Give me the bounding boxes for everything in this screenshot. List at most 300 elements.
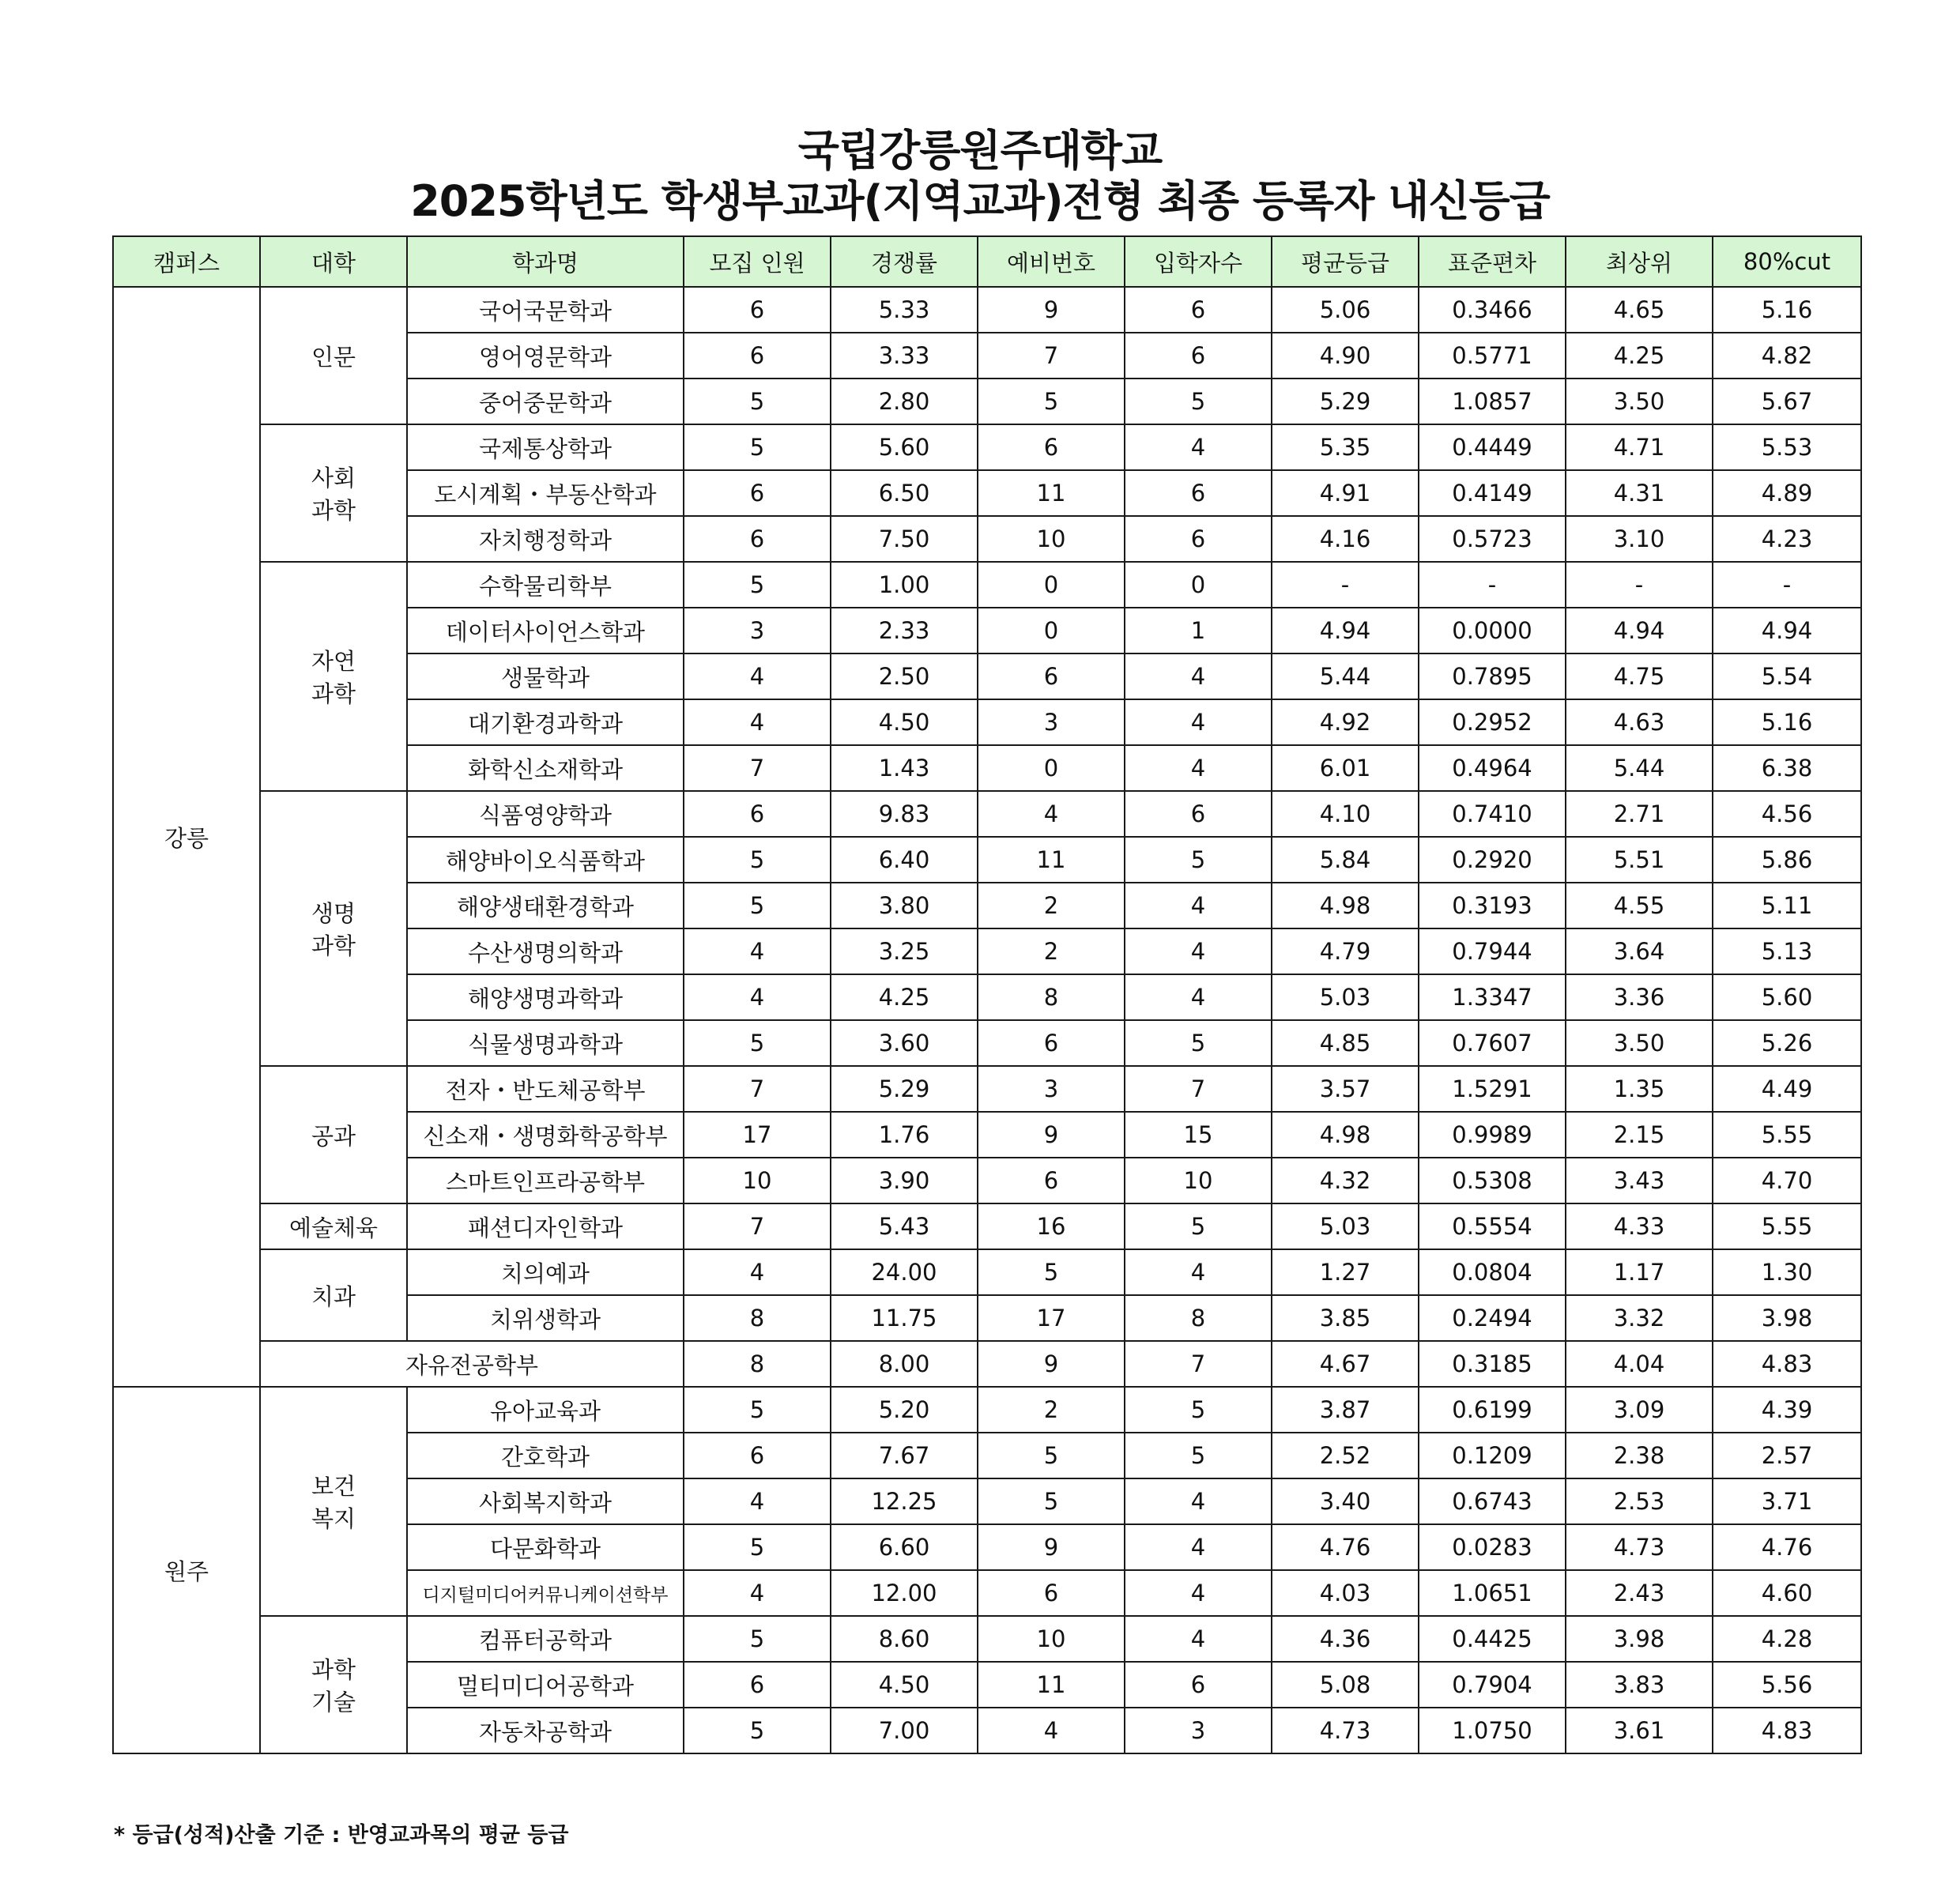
enrolled-cell: 1 xyxy=(1125,608,1272,653)
enrolled-cell: 6 xyxy=(1125,470,1272,516)
college-line: 과학 xyxy=(311,497,356,524)
top-cell: 4.94 xyxy=(1566,608,1713,653)
college-line: 생명 xyxy=(311,900,356,927)
average-cell: 4.92 xyxy=(1272,699,1419,745)
dept-cell: 화학신소재학과 xyxy=(407,745,684,791)
stddev-cell: 0.1209 xyxy=(1419,1433,1566,1478)
header-cut80: 80%cut xyxy=(1713,236,1861,287)
competition-cell: 7.50 xyxy=(831,516,978,562)
table-row xyxy=(113,287,1861,333)
waitlist-cell: 4 xyxy=(978,1708,1125,1753)
college-line: 과학 xyxy=(311,680,356,707)
cut80-cell: 4.28 xyxy=(1713,1616,1861,1662)
header-enrolled: 입학자수 xyxy=(1125,236,1272,287)
quota-cell: 6 xyxy=(684,516,831,562)
top-cell: 5.44 xyxy=(1566,745,1713,791)
quota-cell: 4 xyxy=(684,1249,831,1295)
cut80-cell: 4.56 xyxy=(1713,791,1861,837)
college-cell xyxy=(260,791,407,1066)
cut80-cell: 5.56 xyxy=(1713,1662,1861,1708)
competition-cell: 6.60 xyxy=(831,1524,978,1570)
average-cell: 2.52 xyxy=(1272,1433,1419,1478)
dept-cell: 자치행정학과 xyxy=(407,516,684,562)
stddev-cell: 0.4149 xyxy=(1419,470,1566,516)
dept-cell: 간호학과 xyxy=(407,1433,684,1478)
waitlist-cell: 6 xyxy=(978,1020,1125,1066)
table-row xyxy=(113,1203,1861,1249)
top-cell: 4.65 xyxy=(1566,287,1713,333)
stddev-cell: 0.5723 xyxy=(1419,516,1566,562)
average-cell: 5.03 xyxy=(1272,1203,1419,1249)
competition-cell: 7.67 xyxy=(831,1433,978,1478)
table-row xyxy=(113,562,1861,608)
quota-cell: 6 xyxy=(684,333,831,379)
waitlist-cell: 2 xyxy=(978,883,1125,928)
cut80-cell: 4.89 xyxy=(1713,470,1861,516)
stddev-cell: - xyxy=(1419,562,1566,608)
average-cell: 5.35 xyxy=(1272,424,1419,470)
average-cell: 4.85 xyxy=(1272,1020,1419,1066)
top-cell: 4.31 xyxy=(1566,470,1713,516)
cut80-cell: 4.94 xyxy=(1713,608,1861,653)
top-cell: 4.55 xyxy=(1566,883,1713,928)
waitlist-cell: 9 xyxy=(978,287,1125,333)
dept-cell: 수학물리학부 xyxy=(407,562,684,608)
waitlist-cell: 9 xyxy=(978,1524,1125,1570)
dept-cell: 식품영양학과 xyxy=(407,791,684,837)
dept-cell: 도시계획・부동산학과 xyxy=(407,470,684,516)
stddev-cell: 1.5291 xyxy=(1419,1066,1566,1112)
waitlist-cell: 4 xyxy=(978,791,1125,837)
enrolled-cell: 4 xyxy=(1125,424,1272,470)
cut80-cell: 4.39 xyxy=(1713,1387,1861,1433)
cut80-cell: 5.11 xyxy=(1713,883,1861,928)
cut80-cell: 5.55 xyxy=(1713,1112,1861,1158)
dept-cell: 영어영문학과 xyxy=(407,333,684,379)
top-cell: 2.53 xyxy=(1566,1478,1713,1524)
top-cell: 3.98 xyxy=(1566,1616,1713,1662)
dept-cell: 신소재・생명화학공학부 xyxy=(407,1112,684,1158)
enrolled-cell: 4 xyxy=(1125,974,1272,1020)
average-cell: 3.40 xyxy=(1272,1478,1419,1524)
college-line: 과학 xyxy=(311,1656,356,1683)
competition-cell: 4.25 xyxy=(831,974,978,1020)
stddev-cell: 1.0750 xyxy=(1419,1708,1566,1753)
enrolled-cell: 4 xyxy=(1125,653,1272,699)
stddev-cell: 0.0000 xyxy=(1419,608,1566,653)
enrolled-cell: 6 xyxy=(1125,1662,1272,1708)
table-row xyxy=(113,1387,1861,1433)
average-cell: 3.87 xyxy=(1272,1387,1419,1433)
average-cell: 6.01 xyxy=(1272,745,1419,791)
quota-cell: 17 xyxy=(684,1112,831,1158)
header-competition: 경쟁률 xyxy=(831,236,978,287)
cut80-cell: 4.70 xyxy=(1713,1158,1861,1203)
enrolled-cell: 4 xyxy=(1125,699,1272,745)
average-cell: 4.16 xyxy=(1272,516,1419,562)
quota-cell: 8 xyxy=(684,1295,831,1341)
enrolled-cell: 4 xyxy=(1125,1249,1272,1295)
college-line: 과학 xyxy=(311,932,356,959)
top-cell: 4.04 xyxy=(1566,1341,1713,1387)
header-college: 대학 xyxy=(260,236,407,287)
enrolled-cell: 3 xyxy=(1125,1708,1272,1753)
college-line: 기술 xyxy=(311,1689,356,1716)
average-cell: 4.98 xyxy=(1272,883,1419,928)
average-cell: 4.79 xyxy=(1272,928,1419,974)
college-cell: 공과 xyxy=(260,1066,407,1203)
waitlist-cell: 2 xyxy=(978,928,1125,974)
grade-table xyxy=(112,235,1862,1754)
stddev-cell: 0.3185 xyxy=(1419,1341,1566,1387)
competition-cell: 9.83 xyxy=(831,791,978,837)
enrolled-cell: 5 xyxy=(1125,1433,1272,1478)
dept-cell: 사회복지학과 xyxy=(407,1478,684,1524)
competition-cell: 5.60 xyxy=(831,424,978,470)
enrolled-cell: 4 xyxy=(1125,1524,1272,1570)
stddev-cell: 1.3347 xyxy=(1419,974,1566,1020)
document-title: 국립강릉원주대학교 xyxy=(797,126,1163,175)
stddev-cell: 0.4425 xyxy=(1419,1616,1566,1662)
header-average: 평균등급 xyxy=(1272,236,1419,287)
dept-cell: 치위생학과 xyxy=(407,1295,684,1341)
stddev-cell: 0.5308 xyxy=(1419,1158,1566,1203)
quota-cell: 6 xyxy=(684,1662,831,1708)
competition-cell: 3.25 xyxy=(831,928,978,974)
competition-cell: 8.00 xyxy=(831,1341,978,1387)
enrolled-cell: 6 xyxy=(1125,287,1272,333)
stddev-cell: 0.0804 xyxy=(1419,1249,1566,1295)
quota-cell: 5 xyxy=(684,1616,831,1662)
stddev-cell: 0.7410 xyxy=(1419,791,1566,837)
top-cell: 3.50 xyxy=(1566,1020,1713,1066)
cut80-cell: 5.53 xyxy=(1713,424,1861,470)
average-cell: 4.91 xyxy=(1272,470,1419,516)
header-waitlist: 예비번호 xyxy=(978,236,1125,287)
average-cell: 5.44 xyxy=(1272,653,1419,699)
average-cell: 4.98 xyxy=(1272,1112,1419,1158)
competition-cell: 2.50 xyxy=(831,653,978,699)
college-cell: 치과 xyxy=(260,1249,407,1341)
college-cell xyxy=(260,1387,407,1616)
competition-cell: 3.80 xyxy=(831,883,978,928)
waitlist-cell: 5 xyxy=(978,1478,1125,1524)
waitlist-cell: 5 xyxy=(978,379,1125,424)
dept-cell: 국제통상학과 xyxy=(407,424,684,470)
dept-cell: 컴퓨터공학과 xyxy=(407,1616,684,1662)
quota-cell: 10 xyxy=(684,1158,831,1203)
header-top: 최상위 xyxy=(1566,236,1713,287)
quota-cell: 7 xyxy=(684,1203,831,1249)
waitlist-cell: 9 xyxy=(978,1341,1125,1387)
waitlist-cell: 10 xyxy=(978,1616,1125,1662)
quota-cell: 5 xyxy=(684,1708,831,1753)
table-row xyxy=(113,1341,1861,1387)
top-cell: 3.10 xyxy=(1566,516,1713,562)
waitlist-cell: 0 xyxy=(978,745,1125,791)
waitlist-cell: 5 xyxy=(978,1433,1125,1478)
dept-cell: 식물생명과학과 xyxy=(407,1020,684,1066)
cut80-cell: 5.16 xyxy=(1713,699,1861,745)
stddev-cell: 0.4964 xyxy=(1419,745,1566,791)
campus-cell: 강릉 xyxy=(113,287,260,1387)
stddev-cell: 0.6199 xyxy=(1419,1387,1566,1433)
dept-cell: 데이터사이언스학과 xyxy=(407,608,684,653)
dept-cell: 생물학과 xyxy=(407,653,684,699)
quota-cell: 4 xyxy=(684,1478,831,1524)
waitlist-cell: 6 xyxy=(978,1158,1125,1203)
top-cell: - xyxy=(1566,562,1713,608)
dept-cell: 자유전공학부 xyxy=(260,1341,684,1387)
top-cell: 4.71 xyxy=(1566,424,1713,470)
stddev-cell: 0.0283 xyxy=(1419,1524,1566,1570)
average-cell: 4.73 xyxy=(1272,1708,1419,1753)
stddev-cell: 0.2494 xyxy=(1419,1295,1566,1341)
quota-cell: 6 xyxy=(684,1433,831,1478)
stddev-cell: 1.0651 xyxy=(1419,1570,1566,1616)
waitlist-cell: 0 xyxy=(978,608,1125,653)
average-cell: 5.03 xyxy=(1272,974,1419,1020)
college-cell: 예술체육 xyxy=(260,1203,407,1249)
top-cell: 3.43 xyxy=(1566,1158,1713,1203)
dept-cell: 국어국문학과 xyxy=(407,287,684,333)
header-row xyxy=(113,236,1861,287)
top-cell: 2.38 xyxy=(1566,1433,1713,1478)
competition-cell: 8.60 xyxy=(831,1616,978,1662)
average-cell: 5.08 xyxy=(1272,1662,1419,1708)
competition-cell: 6.40 xyxy=(831,837,978,883)
quota-cell: 5 xyxy=(684,562,831,608)
header-stddev: 표준편차 xyxy=(1419,236,1566,287)
enrolled-cell: 4 xyxy=(1125,883,1272,928)
average-cell: 4.03 xyxy=(1272,1570,1419,1616)
waitlist-cell: 7 xyxy=(978,333,1125,379)
top-cell: 3.50 xyxy=(1566,379,1713,424)
college-line: 보건 xyxy=(311,1473,356,1500)
competition-cell: 3.33 xyxy=(831,333,978,379)
top-cell: 4.33 xyxy=(1566,1203,1713,1249)
waitlist-cell: 11 xyxy=(978,1662,1125,1708)
dept-cell: 다문화학과 xyxy=(407,1524,684,1570)
competition-cell: 2.33 xyxy=(831,608,978,653)
enrolled-cell: 10 xyxy=(1125,1158,1272,1203)
stddev-cell: 0.7607 xyxy=(1419,1020,1566,1066)
waitlist-cell: 0 xyxy=(978,562,1125,608)
waitlist-cell: 11 xyxy=(978,470,1125,516)
table-row xyxy=(113,1249,1861,1295)
competition-cell: 12.00 xyxy=(831,1570,978,1616)
quota-cell: 5 xyxy=(684,883,831,928)
waitlist-cell: 8 xyxy=(978,974,1125,1020)
average-cell: 3.85 xyxy=(1272,1295,1419,1341)
waitlist-cell: 5 xyxy=(978,1249,1125,1295)
enrolled-cell: 5 xyxy=(1125,1387,1272,1433)
top-cell: 1.35 xyxy=(1566,1066,1713,1112)
stddev-cell: 0.5771 xyxy=(1419,333,1566,379)
cut80-cell: 5.55 xyxy=(1713,1203,1861,1249)
quota-cell: 6 xyxy=(684,791,831,837)
cut80-cell: 5.13 xyxy=(1713,928,1861,974)
cut80-cell: 6.38 xyxy=(1713,745,1861,791)
dept-cell: 자동차공학과 xyxy=(407,1708,684,1753)
stddev-cell: 0.2920 xyxy=(1419,837,1566,883)
quota-cell: 5 xyxy=(684,837,831,883)
cut80-cell: 4.23 xyxy=(1713,516,1861,562)
stddev-cell: 0.9989 xyxy=(1419,1112,1566,1158)
cut80-cell: 4.83 xyxy=(1713,1341,1861,1387)
dept-cell: 중어중문학과 xyxy=(407,379,684,424)
enrolled-cell: 5 xyxy=(1125,837,1272,883)
stddev-cell: 0.5554 xyxy=(1419,1203,1566,1249)
competition-cell: 4.50 xyxy=(831,1662,978,1708)
enrolled-cell: 8 xyxy=(1125,1295,1272,1341)
competition-cell: 3.90 xyxy=(831,1158,978,1203)
dept-cell: 수산생명의학과 xyxy=(407,928,684,974)
cut80-cell: 5.60 xyxy=(1713,974,1861,1020)
quota-cell: 6 xyxy=(684,287,831,333)
enrolled-cell: 5 xyxy=(1125,1020,1272,1066)
cut80-cell: 4.60 xyxy=(1713,1570,1861,1616)
dept-cell: 스마트인프라공학부 xyxy=(407,1158,684,1203)
average-cell: 1.27 xyxy=(1272,1249,1419,1295)
average-cell: 4.32 xyxy=(1272,1158,1419,1203)
waitlist-cell: 2 xyxy=(978,1387,1125,1433)
cut80-cell: 5.26 xyxy=(1713,1020,1861,1066)
enrolled-cell: 7 xyxy=(1125,1341,1272,1387)
cut80-cell: 2.57 xyxy=(1713,1433,1861,1478)
average-cell: 4.10 xyxy=(1272,791,1419,837)
quota-cell: 8 xyxy=(684,1341,831,1387)
stddev-cell: 0.7944 xyxy=(1419,928,1566,974)
college-cell: 인문 xyxy=(260,287,407,424)
stddev-cell: 0.6743 xyxy=(1419,1478,1566,1524)
competition-cell: 3.60 xyxy=(831,1020,978,1066)
top-cell: 4.63 xyxy=(1566,699,1713,745)
average-cell: 4.67 xyxy=(1272,1341,1419,1387)
college-cell xyxy=(260,424,407,562)
average-cell: 3.57 xyxy=(1272,1066,1419,1112)
quota-cell: 5 xyxy=(684,1524,831,1570)
competition-cell: 6.50 xyxy=(831,470,978,516)
stddev-cell: 0.2952 xyxy=(1419,699,1566,745)
cut80-cell: 3.98 xyxy=(1713,1295,1861,1341)
top-cell: 2.71 xyxy=(1566,791,1713,837)
competition-cell: 1.43 xyxy=(831,745,978,791)
header-department: 학과명 xyxy=(407,236,684,287)
cut80-cell: 4.49 xyxy=(1713,1066,1861,1112)
cut80-cell: 4.82 xyxy=(1713,333,1861,379)
stddev-cell: 0.4449 xyxy=(1419,424,1566,470)
stddev-cell: 0.3466 xyxy=(1419,287,1566,333)
dept-cell: 디지털미디어커뮤니케이션학부 xyxy=(407,1570,684,1616)
enrolled-cell: 7 xyxy=(1125,1066,1272,1112)
campus-cell: 원주 xyxy=(113,1387,260,1753)
dept-cell: 해양바이오식품학과 xyxy=(407,837,684,883)
top-cell: 3.32 xyxy=(1566,1295,1713,1341)
header-campus: 캠퍼스 xyxy=(113,236,260,287)
competition-cell: 4.50 xyxy=(831,699,978,745)
average-cell: - xyxy=(1272,562,1419,608)
dept-cell: 해양생명과학과 xyxy=(407,974,684,1020)
header-quota: 모집 인원 xyxy=(684,236,831,287)
average-cell: 5.29 xyxy=(1272,379,1419,424)
quota-cell: 6 xyxy=(684,470,831,516)
dept-cell: 멀티미디어공학과 xyxy=(407,1662,684,1708)
competition-cell: 7.00 xyxy=(831,1708,978,1753)
top-cell: 5.51 xyxy=(1566,837,1713,883)
top-cell: 4.73 xyxy=(1566,1524,1713,1570)
college-line: 사회 xyxy=(311,465,356,492)
quota-cell: 4 xyxy=(684,974,831,1020)
waitlist-cell: 16 xyxy=(978,1203,1125,1249)
quota-cell: 5 xyxy=(684,1020,831,1066)
enrolled-cell: 4 xyxy=(1125,1616,1272,1662)
competition-cell: 2.80 xyxy=(831,379,978,424)
cut80-cell: 5.16 xyxy=(1713,287,1861,333)
college-line: 자연 xyxy=(311,648,356,675)
top-cell: 3.36 xyxy=(1566,974,1713,1020)
cut80-cell: 4.76 xyxy=(1713,1524,1861,1570)
document-subtitle: 2025학년도 학생부교과(지역교과)전형 최종 등록자 내신등급 xyxy=(410,176,1550,226)
waitlist-cell: 10 xyxy=(978,516,1125,562)
cut80-cell: 5.86 xyxy=(1713,837,1861,883)
average-cell: 4.90 xyxy=(1272,333,1419,379)
table-row xyxy=(113,1616,1861,1662)
quota-cell: 4 xyxy=(684,653,831,699)
enrolled-cell: 6 xyxy=(1125,333,1272,379)
enrolled-cell: 4 xyxy=(1125,928,1272,974)
top-cell: 2.43 xyxy=(1566,1570,1713,1616)
enrolled-cell: 4 xyxy=(1125,745,1272,791)
enrolled-cell: 5 xyxy=(1125,1203,1272,1249)
quota-cell: 4 xyxy=(684,699,831,745)
college-line: 복지 xyxy=(311,1505,356,1532)
dept-cell: 전자・반도체공학부 xyxy=(407,1066,684,1112)
competition-cell: 24.00 xyxy=(831,1249,978,1295)
waitlist-cell: 3 xyxy=(978,1066,1125,1112)
average-cell: 5.84 xyxy=(1272,837,1419,883)
waitlist-cell: 17 xyxy=(978,1295,1125,1341)
waitlist-cell: 6 xyxy=(978,424,1125,470)
competition-cell: 5.33 xyxy=(831,287,978,333)
waitlist-cell: 6 xyxy=(978,1570,1125,1616)
table-row xyxy=(113,424,1861,470)
competition-cell: 11.75 xyxy=(831,1295,978,1341)
quota-cell: 7 xyxy=(684,745,831,791)
waitlist-cell: 11 xyxy=(978,837,1125,883)
waitlist-cell: 6 xyxy=(978,653,1125,699)
enrolled-cell: 4 xyxy=(1125,1478,1272,1524)
top-cell: 4.25 xyxy=(1566,333,1713,379)
table-row xyxy=(113,791,1861,837)
dept-cell: 치의예과 xyxy=(407,1249,684,1295)
quota-cell: 3 xyxy=(684,608,831,653)
competition-cell: 1.00 xyxy=(831,562,978,608)
competition-cell: 12.25 xyxy=(831,1478,978,1524)
table-row xyxy=(113,1066,1861,1112)
enrolled-cell: 5 xyxy=(1125,379,1272,424)
cut80-cell: 5.67 xyxy=(1713,379,1861,424)
college-cell xyxy=(260,1616,407,1753)
stddev-cell: 0.7895 xyxy=(1419,653,1566,699)
competition-cell: 5.29 xyxy=(831,1066,978,1112)
stddev-cell: 0.3193 xyxy=(1419,883,1566,928)
stddev-cell: 1.0857 xyxy=(1419,379,1566,424)
average-cell: 4.36 xyxy=(1272,1616,1419,1662)
cut80-cell: 4.83 xyxy=(1713,1708,1861,1753)
top-cell: 1.17 xyxy=(1566,1249,1713,1295)
competition-cell: 1.76 xyxy=(831,1112,978,1158)
